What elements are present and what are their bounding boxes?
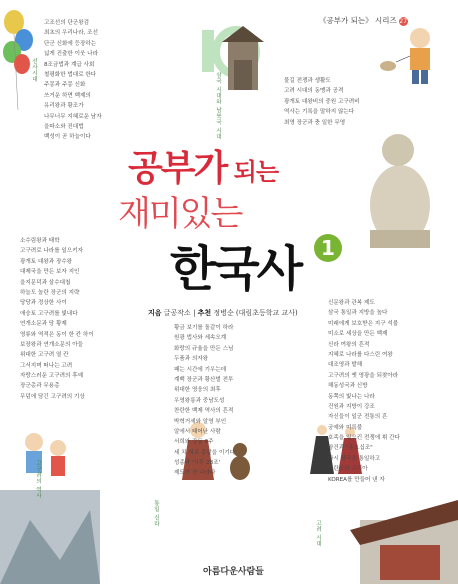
- toc-item: 위대한 영웅의 최후: [174, 387, 221, 394]
- series-text: 《공부가 되는》 시리즈: [319, 16, 397, 25]
- child-with-dog-illustration: [380, 28, 430, 84]
- toc-item: 우영왕릉과 중남도성: [174, 397, 225, 404]
- toc-item: 왕건과 "훈요십조": [328, 445, 373, 452]
- toc-right: [328, 298, 400, 485]
- toc-item: KOREA를 만들어 낸 자: [328, 476, 385, 483]
- series-number-badge: 27: [399, 17, 408, 25]
- toc-item: 원광 법사와 세속오계: [174, 335, 227, 342]
- toc-item: 건원과 지방이 강조: [328, 403, 375, 410]
- toc-item: 미소로 세상을 만든 백제: [328, 331, 388, 338]
- toc-mid-left: [20, 236, 94, 402]
- writer-label: 지음: [148, 309, 162, 317]
- toc-item: 호족을 일으킨 전쟁에 휘 간다: [328, 435, 400, 442]
- toc-item: 무덤에 담긴 고구려의 기상: [20, 393, 85, 400]
- section-label-2: 삼국 시대와 남북국 시대: [215, 72, 221, 140]
- toc-item: 동쪽의 빛나는 나라: [328, 393, 375, 400]
- writer-name: 글공작소: [163, 309, 191, 317]
- toc-item: 알에서 태어난 사람: [174, 428, 221, 435]
- toc-item: 대제국을 만든 보자 지인: [20, 269, 80, 276]
- toc-item: 제도가 곧 나라다: [174, 470, 216, 477]
- toc-item: 역사는 기록을 말하지 않는다: [284, 109, 355, 116]
- toc-item: 지혜로 나라를 다스린 여왕: [328, 351, 393, 358]
- toc-item: 삼국 통일과 지방을 높다: [328, 310, 388, 317]
- title-line-2: 재미있는: [118, 194, 242, 234]
- toc-item: 8조금법과 계급 사회: [44, 61, 95, 68]
- balloons-illustration: [3, 10, 33, 110]
- toc-item: 화랑의 규율을 만든 스님: [174, 345, 234, 352]
- toc-item: 두품과 의자왕: [174, 356, 209, 363]
- toc-item: 그서지며 떠나는 고려: [20, 362, 73, 369]
- toc-item: 세 치 혀로 총칼을 이기다: [174, 449, 236, 456]
- toc-item: 고조선의 단군왕검: [44, 20, 90, 26]
- section-label-3: 고구려의 역사: [35, 460, 41, 499]
- publisher-logo: 아름다운사람들: [203, 567, 264, 577]
- toc-item: 주몽과 주몽 신화: [44, 82, 86, 89]
- toc-item: 철평화한 법대로 한다: [44, 71, 97, 78]
- toc-top-right: [284, 76, 360, 128]
- toc-item: 고구려의 옛 영광을 되찾아라: [328, 372, 399, 379]
- toc-item: 벽란도와 코리아: [328, 466, 368, 473]
- toc-item: 자랑스러운 고구려의 후예: [20, 373, 83, 380]
- toc-item: 최초의 우리나라, 조선: [44, 30, 98, 37]
- toc-item: 당당과 정상한 사이: [20, 300, 67, 307]
- toc-item: 하늘도 놀란 장군의 지략: [20, 289, 80, 296]
- toc-item: 광개토 대왕과 장수왕: [20, 258, 73, 265]
- toc-item: 단군 신화에 등장하는: [44, 40, 97, 47]
- toc-item: 다시 삼국을 통일하고: [328, 455, 381, 462]
- volume-badge: 1: [314, 234, 342, 262]
- children-illustration: [25, 433, 66, 476]
- toc-item: 서희와 강동 6주: [174, 439, 214, 446]
- toc-item: 보장왕과 연개소문의 아들: [20, 341, 83, 348]
- toc-item: 위대한 고구려 열 칸: [20, 352, 69, 359]
- toc-item: 을파소와 진대법: [44, 123, 84, 130]
- toc-item: 넓게 진출한 이웃 나라: [44, 51, 98, 58]
- toc-top-left: [44, 18, 102, 143]
- toc-item: 고구려로 나라를 일으키자: [20, 248, 83, 255]
- toc-item: 백성이 곧 하늘이다: [44, 134, 91, 141]
- toc-item: 유리왕과 황조가: [44, 103, 84, 110]
- toc-item: 연개소문과 당 황제: [20, 321, 67, 328]
- palace-photo: [350, 500, 458, 584]
- toc-item: 자신들이 일군 전통의 흔: [328, 414, 388, 421]
- toc-item: 나무너무 지혜로운 남자: [44, 113, 102, 120]
- toc-item: 최영 장군과 충 일한 무영: [284, 119, 346, 126]
- toc-item: 황금 보기를 돌같이 하라: [174, 325, 234, 331]
- toc-item: 장군총과 무용총: [20, 383, 60, 390]
- section-label-4: 통일 신라: [153, 500, 159, 527]
- toc-center: [174, 323, 235, 479]
- mountain-photo: [0, 490, 100, 584]
- authors-separator: |: [193, 309, 196, 317]
- recommender-label: 추천: [197, 309, 212, 317]
- toc-item: 쓰거운 하면 백제의: [44, 92, 91, 99]
- toc-item: 궁예와 미륵불: [328, 424, 363, 431]
- toc-item: 영류와 역적은 동이 한 칸 하이: [20, 331, 94, 338]
- toc-item: 을지문덕과 살수대첩: [20, 279, 71, 286]
- toc-item: 광개토 대왕비의 중원 고구려비: [284, 98, 360, 105]
- recommender-name: 정병순 (대림초등학교 교사): [213, 309, 298, 317]
- statue-illustration: [370, 134, 430, 248]
- toc-item: 계백 장군과 황산벌 전투: [174, 376, 234, 383]
- toc-item: 미래에게 보호받은 지구 석불: [328, 320, 399, 327]
- toc-item: 물길 전쟁과 생활도: [284, 78, 331, 84]
- toc-item: 성종과 '시무 28조': [174, 460, 221, 467]
- toc-item: 패는 시간에 기우는데: [174, 366, 227, 373]
- series-label: [319, 15, 408, 26]
- section-label-1: 선사시대: [31, 58, 37, 83]
- toc-item: 소수림왕과 태학: [20, 238, 60, 244]
- toc-item: 해동성국과 신방: [328, 383, 368, 390]
- section-label-5: 고려 시대: [315, 520, 321, 547]
- title-line-1-small: 되는: [226, 158, 279, 186]
- toc-item: 대조영과 발해: [328, 362, 363, 369]
- title-line-1-main: 공부가: [128, 148, 227, 189]
- authors-line: [148, 308, 298, 318]
- toc-item: 신문왕과 관복 제도: [328, 300, 375, 306]
- title-line-1: [128, 140, 278, 191]
- toc-item: 애숭토 고구려를 빛내다: [20, 310, 78, 317]
- toc-item: 박혁거세와 알영 부인: [174, 418, 227, 425]
- toc-item: 신라 여왕의 흔적: [328, 341, 370, 348]
- title-line-3: 한국사: [170, 241, 301, 297]
- toc-item: 고려 시대의 동맹과 공격: [284, 88, 344, 95]
- toc-item: 찬란한 백제 역사의 흔적: [174, 408, 234, 415]
